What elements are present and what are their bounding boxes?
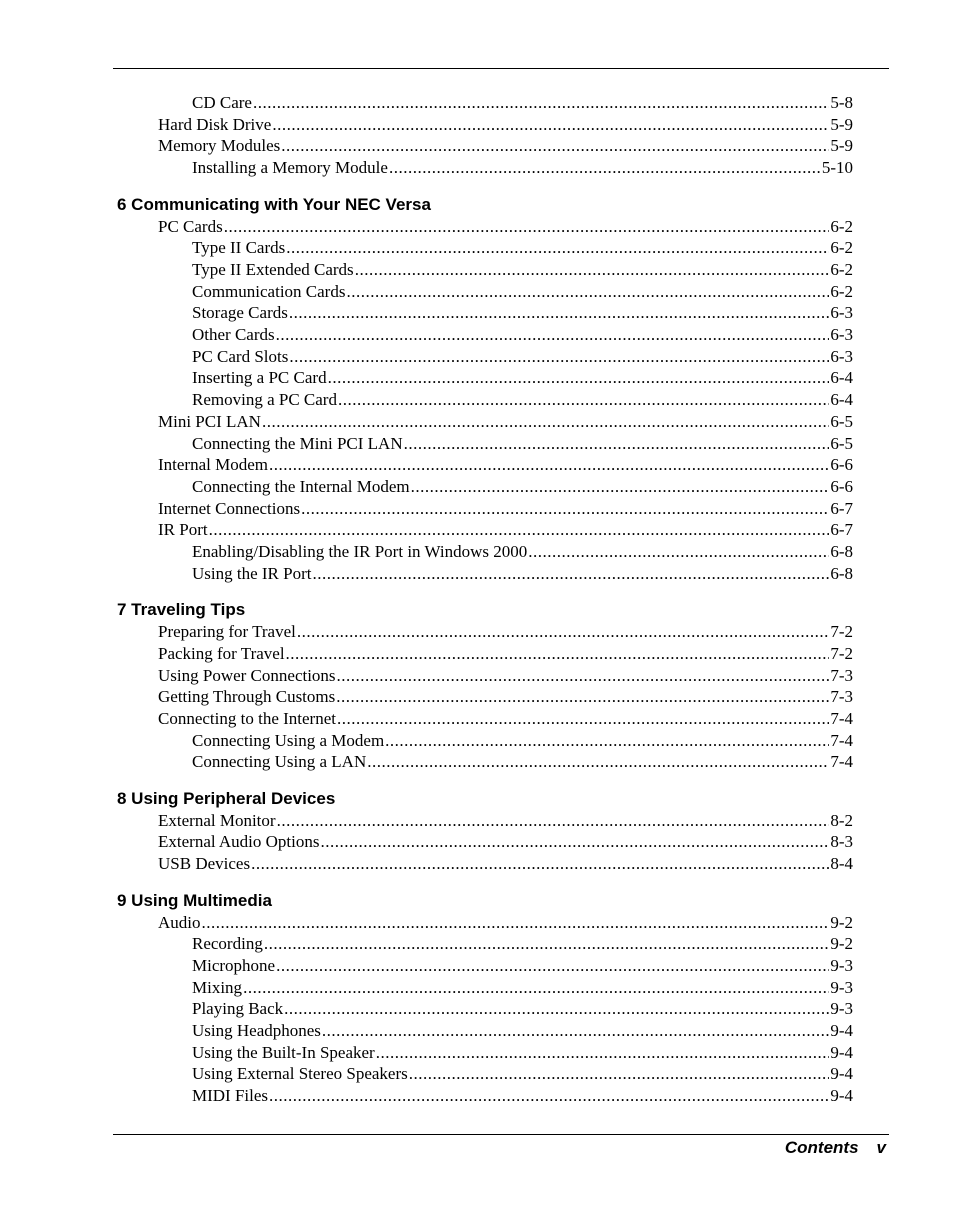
- dot-leader: [336, 687, 829, 707]
- dot-leader: [338, 390, 829, 410]
- dot-leader: [320, 832, 829, 852]
- dot-leader: [297, 622, 829, 642]
- section-heading: 8 Using Peripheral Devices: [117, 789, 336, 808]
- toc-entry[interactable]: [192, 978, 853, 998]
- toc-entry-label: Storage Cards: [192, 303, 288, 323]
- dot-leader: [209, 520, 830, 540]
- toc-entry[interactable]: [192, 752, 853, 772]
- toc-entry[interactable]: [158, 217, 853, 237]
- toc-entry[interactable]: [158, 811, 853, 831]
- dot-leader: [337, 709, 829, 729]
- toc-entry[interactable]: [192, 956, 853, 976]
- toc-entry-page: 6-3: [830, 303, 853, 323]
- toc-entry-label: Mini PCI LAN: [158, 411, 261, 431]
- toc-entry-page: 7-3: [830, 687, 853, 707]
- dot-leader: [322, 1021, 829, 1041]
- toc-entry-label: USB Devices: [158, 854, 251, 874]
- toc-entry[interactable]: [158, 709, 853, 729]
- toc-entry[interactable]: [192, 158, 853, 178]
- toc-entry-label: Audio: [158, 912, 201, 932]
- toc-entry-label: Type II Cards: [192, 238, 286, 258]
- toc-entry-label: External Audio Options: [158, 832, 320, 852]
- toc-entry-label: Using the Built-In Speaker: [192, 1042, 375, 1062]
- toc-entry[interactable]: [158, 499, 853, 519]
- dot-leader: [367, 752, 829, 772]
- dot-leader: [253, 93, 829, 113]
- toc-entry[interactable]: [192, 303, 853, 323]
- toc-entry[interactable]: [192, 93, 853, 113]
- toc-entry-page: 6-2: [830, 259, 853, 279]
- toc-entry-page: 7-4: [830, 752, 853, 772]
- toc-entry[interactable]: [192, 325, 853, 345]
- toc-entry[interactable]: [158, 666, 853, 686]
- toc-entry-page: 8-2: [830, 810, 853, 830]
- toc-entry-label: External Monitor: [158, 810, 276, 830]
- toc-entry-page: 6-7: [830, 498, 853, 518]
- toc-entry-label: Using Headphones: [192, 1021, 321, 1040]
- toc-entry[interactable]: [192, 260, 853, 280]
- toc-entry-page: 5-9: [830, 114, 853, 134]
- toc-entry-page: 9-4: [830, 1042, 853, 1062]
- toc-entry-page: 6-2: [830, 216, 853, 236]
- dot-leader: [272, 115, 829, 135]
- toc-entry[interactable]: [192, 434, 853, 454]
- toc-entry-page: 8-3: [830, 832, 853, 852]
- toc-entry-label: Using the IR Port: [192, 563, 312, 583]
- toc-entry[interactable]: [192, 368, 853, 388]
- footer-section-title: Contents: [784, 1138, 859, 1157]
- toc-entry-page: 8-4: [830, 854, 853, 874]
- dot-leader: [337, 666, 830, 686]
- footer-page-number: v: [876, 1138, 886, 1157]
- toc-entry-label: Mixing: [192, 977, 243, 997]
- toc-entry-label: Playing Back: [192, 999, 284, 1019]
- toc-entry[interactable]: [158, 136, 853, 156]
- toc-entry-label: Preparing for Travel: [158, 622, 296, 642]
- toc-entry[interactable]: [192, 390, 853, 410]
- toc-entry[interactable]: [192, 347, 853, 367]
- toc-entry[interactable]: [192, 238, 853, 258]
- toc-entry-page: 5-8: [830, 93, 853, 112]
- dot-leader: [389, 158, 821, 178]
- toc-entry-page: 6-8: [830, 542, 853, 561]
- toc-entry-label: Using External Stereo Speakers: [192, 1064, 408, 1084]
- dot-leader: [269, 455, 829, 475]
- toc-entry-page: 6-6: [830, 476, 853, 496]
- toc-entry-label: Recording: [192, 934, 263, 954]
- dot-leader: [243, 978, 829, 998]
- toc-entry-page: 6-5: [830, 411, 853, 431]
- dot-leader: [409, 1064, 830, 1084]
- toc-entry-page: 7-4: [830, 730, 853, 750]
- toc-entry[interactable]: [158, 854, 853, 874]
- toc-entry-label: PC Card Slots: [192, 346, 289, 366]
- toc-entry-page: 9-4: [830, 1021, 853, 1040]
- toc-entry[interactable]: [158, 455, 853, 475]
- toc-entry-page: 7-4: [830, 708, 853, 728]
- toc-entry-label: Removing a PC Card: [192, 390, 337, 410]
- section-heading: 7 Traveling Tips: [117, 600, 246, 620]
- dot-leader: [286, 238, 829, 258]
- dot-leader: [281, 136, 829, 156]
- dot-leader: [376, 1043, 830, 1063]
- toc-entry-page: 9-3: [830, 955, 853, 975]
- toc-entry-label: Inserting a PC Card: [192, 368, 327, 388]
- toc-entry-label: Connecting Using a LAN: [192, 752, 367, 772]
- dot-leader: [286, 644, 830, 664]
- section-heading: 6 Communicating with Your NEC Versa: [117, 194, 431, 214]
- toc-entry[interactable]: [158, 687, 853, 707]
- toc-entry[interactable]: [158, 832, 853, 852]
- toc-entry[interactable]: [192, 564, 853, 584]
- toc-entry-page: 9-2: [830, 912, 853, 932]
- toc-entry[interactable]: [192, 999, 853, 1019]
- toc-entry[interactable]: [158, 644, 853, 664]
- toc-entry-label: Connecting Using a Modem: [192, 730, 385, 750]
- toc-entry-label: Internal Modem: [158, 455, 268, 475]
- dot-leader: [202, 913, 830, 933]
- dot-leader: [224, 217, 830, 237]
- toc-entry[interactable]: [158, 913, 853, 933]
- toc-entry-label: MIDI Files: [192, 1086, 269, 1106]
- toc-entry-label: PC Cards: [158, 216, 223, 236]
- toc-entry-page: 9-4: [830, 1064, 853, 1084]
- dot-leader: [385, 731, 829, 751]
- section-heading: 9 Using Multimedia: [117, 890, 272, 910]
- toc-entry-label: Internet Connections: [158, 498, 301, 518]
- toc-entry-page: 6-3: [830, 325, 853, 344]
- dot-leader: [328, 368, 830, 388]
- toc-entry-page: 6-8: [830, 563, 853, 583]
- dot-leader: [411, 477, 830, 497]
- toc-entry-page: 6-6: [830, 455, 853, 475]
- dot-leader: [276, 956, 829, 976]
- toc-entry-label: Microphone: [192, 955, 276, 975]
- toc-entry[interactable]: [192, 1086, 853, 1106]
- toc-entry-label: CD Care: [192, 93, 252, 112]
- page-footer: [785, 1137, 886, 1159]
- toc-entry-label: Packing for Travel: [158, 643, 285, 663]
- toc-entry[interactable]: [192, 477, 853, 497]
- toc-entry[interactable]: [192, 731, 853, 751]
- toc-entry-label: Connecting the Internal Modem: [192, 476, 410, 496]
- toc-entry-page: 6-2: [830, 238, 853, 258]
- dot-leader: [284, 999, 829, 1019]
- toc-entry-label: Hard Disk Drive: [158, 114, 272, 134]
- footer-rule: [113, 1134, 889, 1135]
- toc-entry-page: 6-5: [830, 433, 853, 453]
- toc-entry[interactable]: [158, 622, 853, 642]
- toc-entry-page: 9-4: [830, 1086, 853, 1106]
- toc-entry-label: Enabling/Disabling the IR Port in Windows 2000: [192, 542, 528, 561]
- toc-entry-label: Getting Through Customs: [158, 687, 336, 707]
- toc-entry-page: 7-3: [830, 665, 853, 685]
- toc-entry-label: Connecting to the Internet: [158, 708, 336, 728]
- toc-entry-page: 7-2: [830, 643, 853, 663]
- toc-entry[interactable]: [192, 542, 853, 562]
- toc-entry-page: 6-4: [830, 368, 853, 388]
- toc-entry-label: Type II Extended Cards: [192, 259, 354, 279]
- toc-entry-page: 5-10: [821, 158, 853, 178]
- toc-entry-page: 6-4: [830, 390, 853, 410]
- toc-entry-label: Memory Modules: [158, 136, 281, 156]
- dot-leader: [251, 854, 829, 874]
- toc-entry[interactable]: [192, 934, 853, 954]
- dot-leader: [269, 1086, 829, 1106]
- toc-entry[interactable]: [192, 1021, 853, 1041]
- toc-entry[interactable]: [192, 1043, 853, 1063]
- toc-entry-page: 6-2: [830, 281, 853, 301]
- toc-entry-page: 9-3: [830, 977, 853, 997]
- dot-leader: [346, 282, 829, 302]
- toc-entry[interactable]: [158, 115, 853, 135]
- dot-leader: [404, 434, 830, 454]
- toc-entry-page: 9-3: [830, 999, 853, 1019]
- dot-leader: [289, 347, 829, 367]
- toc-entry-label: IR Port: [158, 520, 208, 540]
- dot-leader: [264, 934, 830, 954]
- toc-entry[interactable]: [158, 412, 853, 432]
- dot-leader: [289, 303, 829, 323]
- toc-entry-label: Installing a Memory Module: [192, 158, 388, 178]
- toc-entry[interactable]: [192, 1064, 853, 1084]
- dot-leader: [312, 564, 829, 584]
- dot-leader: [301, 499, 829, 519]
- dot-leader: [355, 260, 830, 280]
- dot-leader: [277, 811, 830, 831]
- toc-entry[interactable]: [192, 282, 853, 302]
- toc-entry-label: Communication Cards: [192, 281, 346, 301]
- toc-entry-label: Connecting the Mini PCI LAN: [192, 433, 403, 453]
- dot-leader: [276, 325, 830, 345]
- toc-entry-label: Other Cards: [192, 325, 275, 344]
- dot-leader: [262, 412, 829, 432]
- toc-entry-page: 5-9: [830, 136, 853, 156]
- dot-leader: [528, 542, 829, 562]
- toc-entry-label: Using Power Connections: [158, 665, 336, 685]
- toc-entry-page: 7-2: [830, 622, 853, 642]
- toc-entry-page: 6-3: [830, 346, 853, 366]
- toc-entry-page: 9-2: [830, 934, 853, 954]
- toc-entry-page: 6-7: [830, 520, 853, 540]
- toc-entry[interactable]: [158, 520, 853, 540]
